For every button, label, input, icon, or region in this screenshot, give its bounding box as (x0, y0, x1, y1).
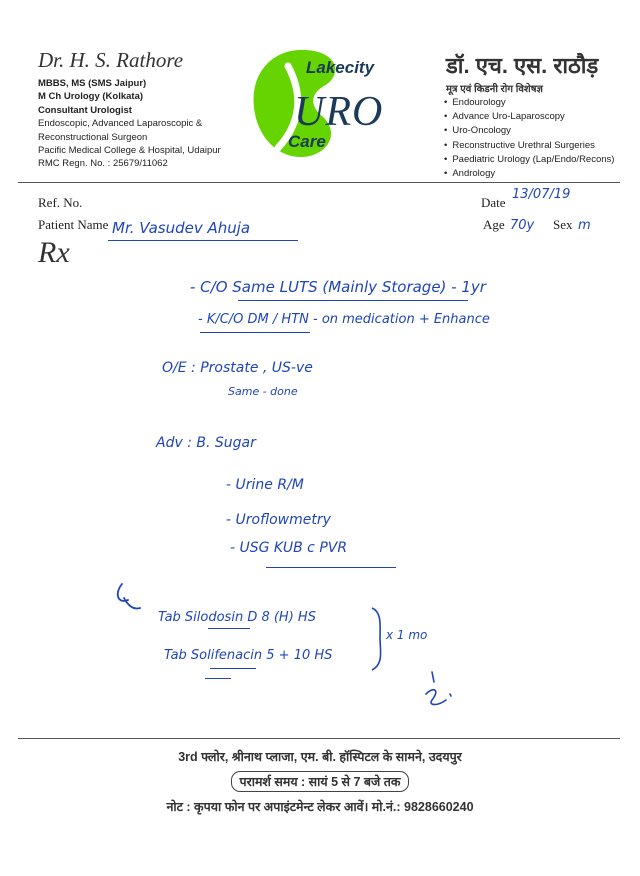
qualification-line: Reconstructional Surgeon (38, 131, 148, 143)
note-underline (210, 668, 256, 669)
qualification-line: MBBS, MS (SMS Jaipur) (38, 78, 147, 89)
specialty-item: • Paediatric Urology (Lap/Endo/Recons) (444, 153, 614, 167)
bracket-icon (368, 606, 388, 672)
note-underline (208, 628, 250, 629)
appointment-note: नोट : कृपया फोन पर अपाइंटमेन्ट लेकर आवें। मो.नं.: 9828660240 (166, 800, 474, 814)
consultation-timing: परामर्श समय : सायं 5 से 7 बजे तक (231, 771, 410, 792)
medicine-duration: x 1 mo (386, 628, 428, 642)
specialty-item: • Reconstructive Urethral Surgeries (444, 139, 614, 153)
qualification-line: Consultant Urologist (38, 104, 132, 116)
logo-text-care: Care (288, 132, 326, 151)
note-advice-item: - Uroflowmetry (226, 512, 331, 528)
logo-text-uro: URO (294, 89, 384, 135)
doctor-subtitle-hindi: मूत्र एवं किडनी रोग विशेषज्ञ (446, 84, 543, 95)
note-underline (200, 332, 310, 333)
specialty-item: • Uro-Oncology (444, 124, 614, 138)
age-label: Age (483, 217, 505, 232)
logo-text-lakecity: Lakecity (306, 58, 375, 77)
patient-name-value: Mr. Vasudev Ahuja (112, 219, 251, 237)
note-underline (205, 678, 231, 679)
note-underline (266, 567, 396, 568)
clinic-address: 3rd फ्लोर, श्रीनाथ प्लाजा, एम. बी. हॉस्पिटल के सामने, उदयपुर (178, 750, 462, 764)
patient-name-underline (108, 240, 298, 241)
medicine-line: Tab Solifenacin 5 + 10 HS (164, 648, 333, 663)
note-complaint: - C/O Same LUTS (Mainly Storage) - 1yr (190, 278, 486, 296)
qualification-line: Pacific Medical College & Hospital, Udaipur (38, 145, 221, 157)
note-advice-item: - USG KUB c PVR (230, 540, 348, 556)
date-label: Date (481, 195, 506, 210)
doctor-name-hindi: डॉ. एच. एस. राठौड़ (446, 53, 599, 78)
patient-name-label: Patient Name (38, 217, 109, 232)
medicine-line: Tab Silodosin D 8 (H) HS (158, 610, 316, 625)
specialty-item: • Endourology (444, 96, 614, 110)
specialties-list (444, 96, 614, 181)
rx-mark-icon (110, 580, 150, 616)
timing-row (0, 771, 640, 792)
specialty-item: • Andrology (444, 167, 614, 181)
rx-symbol-text: Rx (38, 236, 70, 269)
doctor-name: Dr. H. S. Rathore (38, 48, 184, 72)
clinic-logo (248, 46, 398, 164)
note-examination-2: Same - done (228, 385, 298, 398)
note-advice-item: - Urine R/M (226, 477, 304, 493)
date-value: 13/07/19 (512, 187, 571, 202)
note-advice-heading: Adv : B. Sugar (156, 435, 256, 451)
note-history: - K/C/O DM / HTN - on medication + Enhance (198, 312, 490, 327)
qualification-line: RMC Regn. No. : 25679/11062 (38, 158, 168, 170)
note-underline (238, 300, 468, 301)
doctor-signature-icon (418, 668, 458, 712)
sex-label: Sex (553, 217, 573, 232)
rx-symbol (38, 236, 70, 270)
ref-no-label: Ref. No. (38, 195, 83, 210)
sex-value: m (578, 218, 591, 233)
note-examination: O/E : Prostate , US-ve (162, 360, 313, 376)
qualifications-block (38, 77, 221, 171)
header-divider (18, 182, 620, 183)
qualification-line: Endoscopic, Advanced Laparoscopic & (38, 118, 203, 130)
age-value: 70y (510, 218, 535, 233)
footer-divider (18, 738, 620, 739)
specialty-item: • Advance Uro-Laparoscopy (444, 110, 614, 124)
qualification-line: M Ch Urology (Kolkata) (38, 91, 144, 103)
